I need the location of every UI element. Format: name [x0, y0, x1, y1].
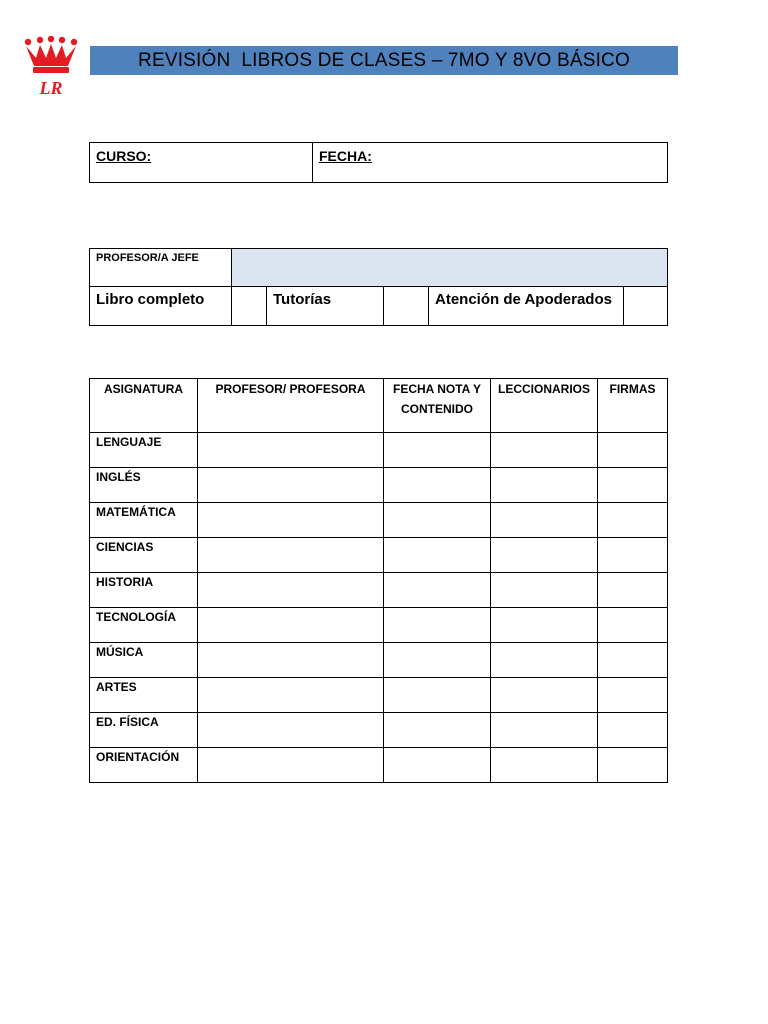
firmas-cell[interactable]	[598, 433, 668, 468]
subjects-header-row	[90, 379, 668, 433]
subject-name-cell	[90, 748, 198, 783]
subject-name: ARTES	[96, 680, 137, 694]
table-row	[90, 573, 668, 608]
subject-name: ED. FÍSICA	[96, 715, 159, 729]
fecha-nota-cell[interactable]	[384, 433, 491, 468]
profesor-cell[interactable]	[198, 608, 384, 643]
tutorias-label: Tutorías	[273, 291, 332, 308]
page-title: REVISIÓN LIBROS DE CLASES – 7MO Y 8VO BÁSICO	[138, 49, 630, 71]
fecha-nota-cell[interactable]	[384, 538, 491, 573]
fecha-nota-cell[interactable]	[384, 643, 491, 678]
tutorias-label-cell	[267, 287, 384, 326]
table-row	[90, 433, 668, 468]
fecha-label: FECHA:	[319, 148, 372, 164]
subjects-body	[90, 433, 668, 783]
curso-fecha-table	[89, 142, 668, 183]
firmas-cell[interactable]	[598, 573, 668, 608]
table-row	[90, 608, 668, 643]
leccionarios-cell[interactable]	[491, 643, 598, 678]
firmas-cell[interactable]	[598, 643, 668, 678]
firmas-cell[interactable]	[598, 538, 668, 573]
fecha-nota-cell[interactable]	[384, 678, 491, 713]
subject-name-cell	[90, 678, 198, 713]
libro-completo-label-cell	[90, 287, 232, 326]
fecha-nota-cell[interactable]	[384, 608, 491, 643]
subject-name: INGLÉS	[96, 470, 141, 484]
subject-name-cell	[90, 433, 198, 468]
school-logo-crown-icon	[22, 36, 80, 100]
tutorias-check-cell[interactable]	[384, 287, 429, 326]
subject-name-cell	[90, 573, 198, 608]
table-row	[90, 748, 668, 783]
profesor-jefe-value-cell[interactable]	[232, 249, 668, 287]
subject-name: LENGUAJE	[96, 435, 162, 449]
fecha-cell[interactable]	[313, 143, 668, 183]
table-row	[90, 503, 668, 538]
firmas-cell[interactable]	[598, 608, 668, 643]
subjects-table	[89, 378, 668, 783]
firmas-cell[interactable]	[598, 503, 668, 538]
atencion-check-cell[interactable]	[624, 287, 668, 326]
fecha-nota-cell[interactable]	[384, 503, 491, 538]
fecha-nota-cell[interactable]	[384, 748, 491, 783]
subject-name-cell	[90, 538, 198, 573]
firmas-cell[interactable]	[598, 713, 668, 748]
firmas-cell[interactable]	[598, 748, 668, 783]
leccionarios-cell[interactable]	[491, 713, 598, 748]
atencion-apoderados-label: Atención de Apoderados	[435, 291, 612, 308]
profesor-jefe-table	[89, 248, 668, 326]
subject-name: TECNOLOGÍA	[96, 610, 176, 624]
leccionarios-cell[interactable]	[491, 538, 598, 573]
table-row	[90, 538, 668, 573]
firmas-cell[interactable]	[598, 678, 668, 713]
fecha-nota-cell[interactable]	[384, 573, 491, 608]
firmas-cell[interactable]	[598, 468, 668, 503]
leccionarios-cell[interactable]	[491, 468, 598, 503]
table-row	[90, 713, 668, 748]
profesor-cell[interactable]	[198, 678, 384, 713]
atencion-label-cell	[429, 287, 624, 326]
profesor-cell[interactable]	[198, 643, 384, 678]
profesor-cell[interactable]	[198, 468, 384, 503]
curso-label: CURSO:	[96, 148, 152, 164]
libro-completo-label: Libro completo	[96, 291, 205, 308]
fecha-nota-cell[interactable]	[384, 468, 491, 503]
curso-cell[interactable]	[90, 143, 313, 183]
profesor-cell[interactable]	[198, 748, 384, 783]
profesor-cell[interactable]	[198, 538, 384, 573]
subject-name-cell	[90, 468, 198, 503]
header-profesor: PROFESOR/ PROFESORA	[198, 379, 384, 433]
subject-name: HISTORIA	[96, 575, 154, 589]
profesor-cell[interactable]	[198, 713, 384, 748]
header-asignatura: ASIGNATURA	[90, 379, 198, 433]
header-leccionarios: LECCIONARIOS	[491, 379, 598, 433]
libro-completo-check-cell[interactable]	[232, 287, 267, 326]
title-bar	[90, 46, 678, 75]
header-fecha-nota: FECHA NOTA Y CONTENIDO	[384, 379, 491, 433]
logo-text: LR	[39, 78, 63, 98]
subject-name: MÚSICA	[96, 645, 144, 659]
profesor-jefe-label: PROFESOR/A JEFE	[96, 252, 199, 264]
leccionarios-cell[interactable]	[491, 678, 598, 713]
fecha-nota-cell[interactable]	[384, 713, 491, 748]
subject-name-cell	[90, 503, 198, 538]
subject-name-cell	[90, 713, 198, 748]
subject-name-cell	[90, 643, 198, 678]
leccionarios-cell[interactable]	[491, 573, 598, 608]
subject-name-cell	[90, 608, 198, 643]
leccionarios-cell[interactable]	[491, 748, 598, 783]
leccionarios-cell[interactable]	[491, 433, 598, 468]
leccionarios-cell[interactable]	[491, 503, 598, 538]
profesor-jefe-label-cell	[90, 249, 232, 287]
profesor-cell[interactable]	[198, 503, 384, 538]
subject-name: MATEMÁTICA	[96, 505, 176, 519]
table-row	[90, 468, 668, 503]
table-row	[90, 678, 668, 713]
header-firmas: FIRMAS	[598, 379, 668, 433]
subject-name: ORIENTACIÓN	[96, 750, 180, 764]
subject-name: CIENCIAS	[96, 540, 154, 554]
profesor-cell[interactable]	[198, 433, 384, 468]
profesor-cell[interactable]	[198, 573, 384, 608]
leccionarios-cell[interactable]	[491, 608, 598, 643]
table-row	[90, 643, 668, 678]
